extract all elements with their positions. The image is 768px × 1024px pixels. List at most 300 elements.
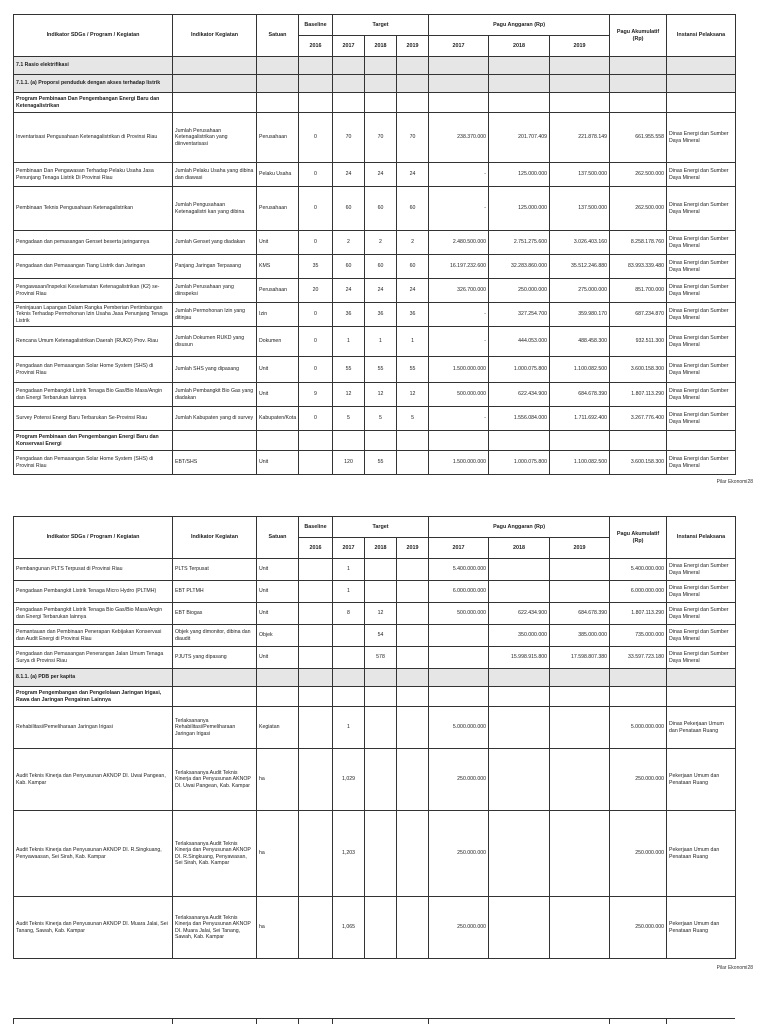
- cell-baseline-2016: 9: [299, 383, 333, 407]
- header-year-2018: 2018: [365, 36, 397, 57]
- cell-target-2018: 24: [365, 163, 397, 187]
- cell-pagu-akumulatif: [610, 669, 667, 687]
- cell-target-2018: [365, 581, 397, 603]
- cell-target-2018: 70: [365, 113, 397, 163]
- section-row: [14, 57, 736, 75]
- page-footer-1: [717, 479, 753, 485]
- cell-instansi: [667, 431, 736, 451]
- cell-pagu-2017: [429, 93, 489, 113]
- cell-pagu-2018: [489, 897, 550, 959]
- cell-kegiatan: Terlaksananya Audit Teknis Kinerja dan Penyusunan AKNOP DI. Muara Jalai, Sei Tanang, Sawah, Kab. Kampar: [173, 897, 257, 959]
- cell-pagu-2018: [489, 581, 550, 603]
- cell-kegiatan: Jumlah Pengusahaan Ketenagalistri kan yang dibina: [173, 187, 257, 231]
- cell-instansi: Dinas Energi dan Sumber Daya Mineral: [667, 581, 736, 603]
- cell-target-2018: [365, 93, 397, 113]
- table-row: [14, 187, 736, 231]
- cell-pagu-2019: [550, 93, 610, 113]
- page-number: 28: [747, 479, 753, 485]
- cell-target-2018: 578: [365, 647, 397, 669]
- cell-target-2019: [397, 687, 429, 707]
- cell-baseline-2016: [299, 559, 333, 581]
- cell-target-2019: [397, 707, 429, 749]
- cell-target-2017: 120: [333, 451, 365, 475]
- cell-instansi: Dinas Energi dan Sumber Daya Mineral: [667, 407, 736, 431]
- cell-pagu-2018: 2.751.275.600: [489, 231, 550, 255]
- cell-target-2018: 55: [365, 357, 397, 383]
- cell-indicator: Audit Teknis Kinerja dan Penyusunan AKNOP DI. Muara Jalai, Sei Tanang, Sawah, Kab. Kampar: [14, 897, 173, 959]
- cell-instansi: Dinas Energi dan Sumber Daya Mineral: [667, 647, 736, 669]
- cell-kegiatan: Objek yang dimonitor, dibina dan diaudit: [173, 625, 257, 647]
- cell-target-2017: 1: [333, 581, 365, 603]
- cell-kegiatan: PJUTS yang dipasang: [173, 647, 257, 669]
- cell-kegiatan: EBT Biogas: [173, 603, 257, 625]
- cell-pagu-2017: 326.700.000: [429, 279, 489, 303]
- cell-instansi: Dinas Energi dan Sumber Daya Mineral: [667, 113, 736, 163]
- cell-pagu-akumulatif: 1.807.113.290: [610, 603, 667, 625]
- cell-instansi: Dinas Energi dan Sumber Daya Mineral: [667, 383, 736, 407]
- header-year-2017: 2017: [333, 36, 365, 57]
- cell-instansi: Dinas Energi dan Sumber Daya Mineral: [667, 451, 736, 475]
- cell-target-2018: 12: [365, 383, 397, 407]
- cell-pagu-2017: 250.000.000: [429, 749, 489, 811]
- cell-pagu-2018: [489, 75, 550, 93]
- cell-pagu-2017: 500.000.000: [429, 383, 489, 407]
- cell-pagu-2018: 201.707.409: [489, 113, 550, 163]
- cell-indicator: Inventarisasi Pengusahaan Ketenagalistrikan di Provinsi Riau: [14, 113, 173, 163]
- table-row: [14, 603, 736, 625]
- cell-kegiatan: [173, 687, 257, 707]
- header-pagu-2018: 2018: [489, 538, 550, 559]
- cell-indicator: Pemantauan dan Pembinaan Penerapan Kebijakan Konservasi dan Audit Energi di Provinsi Riau: [14, 625, 173, 647]
- cell-baseline-2016: [299, 669, 333, 687]
- cell-indicator: Pengadaan Pembangkit Listrik Tenaga Micro Hydro (PLTMH): [14, 581, 173, 603]
- cell-pagu-2019: 684.678.390: [550, 383, 610, 407]
- cell-kegiatan: Jumlah Perusahaan yang diinspeksi: [173, 279, 257, 303]
- cell-target-2017: 1,203: [333, 811, 365, 897]
- cell-pagu-2017: 5.400.000.000: [429, 559, 489, 581]
- cell-satuan: Unit: [257, 383, 299, 407]
- table-row: [14, 163, 736, 187]
- cell-kegiatan: Jumlah Kabupaten yang di survey: [173, 407, 257, 431]
- cell-target-2019: [397, 647, 429, 669]
- cell-instansi: [667, 93, 736, 113]
- cell-pagu-2019: [550, 811, 610, 897]
- cell-baseline-2016: 0: [299, 231, 333, 255]
- cell-pagu-akumulatif: 33.597.723.180: [610, 647, 667, 669]
- cell-pagu-2017: [429, 57, 489, 75]
- cell-pagu-2018: 327.254.700: [489, 303, 550, 327]
- header-year-2018: 2018: [365, 538, 397, 559]
- cell-pagu-akumulatif: 735.000.000: [610, 625, 667, 647]
- cell-target-2018: [365, 811, 397, 897]
- header-baseline: Baseline: [299, 517, 333, 538]
- cell-target-2017: 1: [333, 327, 365, 357]
- cell-target-2019: [397, 93, 429, 113]
- cell-pagu-2018: [489, 431, 550, 451]
- cell-pagu-2018: [489, 93, 550, 113]
- cell-target-2019: 60: [397, 255, 429, 279]
- cell-instansi: Pekerjaan Umum dan Penataan Ruang: [667, 811, 736, 897]
- table-row: [14, 647, 736, 669]
- cell-instansi: [667, 75, 736, 93]
- header-pagu-2019: 2019: [550, 538, 610, 559]
- cell-target-2019: [397, 431, 429, 451]
- cell-baseline-2016: [299, 749, 333, 811]
- cell-indicator: Pengadaan dan Pemasangan Solar Home System (SHS) di Provinsi Riau: [14, 451, 173, 475]
- cell-indicator: 8.1.1. (a) PDB per kapita: [14, 669, 173, 687]
- cell-target-2019: [397, 75, 429, 93]
- cell-pagu-2018: [489, 669, 550, 687]
- cell-target-2019: [397, 603, 429, 625]
- cell-pagu-2019: 385.000.000: [550, 625, 610, 647]
- cell-pagu-2017: 1.500.000.000: [429, 451, 489, 475]
- cell-target-2017: 55: [333, 357, 365, 383]
- cell-pagu-2018: 125.000.000: [489, 187, 550, 231]
- cell-satuan: [257, 57, 299, 75]
- cell-pagu-2017: -: [429, 187, 489, 231]
- table-row: [14, 625, 736, 647]
- cell-pagu-2017: [429, 687, 489, 707]
- cell-pagu-2017: 2.480.500.000: [429, 231, 489, 255]
- program-row: [14, 687, 736, 707]
- cell-satuan: Perusahaan: [257, 279, 299, 303]
- cell-pagu-2018: [489, 811, 550, 897]
- cell-satuan: Unit: [257, 559, 299, 581]
- cell-pagu-akumulatif: 3.600.158.300: [610, 451, 667, 475]
- cell-pagu-akumulatif: [610, 57, 667, 75]
- table-row: [14, 279, 736, 303]
- cell-satuan: Perusahaan: [257, 187, 299, 231]
- header-indicator: Indikator SDGs / Program / Kegiatan: [14, 517, 173, 559]
- cell-kegiatan: Jumlah Perusahaan Ketenagalistrikan yang diinventarisasi: [173, 113, 257, 163]
- cell-indicator: Pembinaan Teknis Pengusahaan Ketenagalistrikan: [14, 187, 173, 231]
- cell-target-2018: 5: [365, 407, 397, 431]
- header-pagu: Pagu Anggaran (Rp): [429, 15, 610, 36]
- cell-pagu-2018: [489, 57, 550, 75]
- cell-baseline-2016: 0: [299, 163, 333, 187]
- cell-satuan: Pelaku Usaha: [257, 163, 299, 187]
- cell-indicator: Rencana Umum Ketenagalistrikan Daerah (RUKD) Prov. Riau: [14, 327, 173, 357]
- cell-pagu-2018: 1.556.084.000: [489, 407, 550, 431]
- cell-satuan: Kegiatan: [257, 707, 299, 749]
- cell-target-2017: 12: [333, 383, 365, 407]
- cell-kegiatan: Jumlah Permohonan Izin yang ditinjau: [173, 303, 257, 327]
- cell-kegiatan: EBT PLTMH: [173, 581, 257, 603]
- cell-pagu-akumulatif: 851.700.000: [610, 279, 667, 303]
- cell-pagu-2019: [550, 749, 610, 811]
- cell-baseline-2016: [299, 451, 333, 475]
- cell-indicator: 7.1 Rasio elektrifikasi: [14, 57, 173, 75]
- section-row: [14, 669, 736, 687]
- cell-target-2018: [365, 687, 397, 707]
- cell-pagu-2017: [429, 669, 489, 687]
- cell-pagu-2019: 275.000.000: [550, 279, 610, 303]
- cell-pagu-2017: [429, 431, 489, 451]
- table-row: [14, 113, 736, 163]
- cell-target-2018: 55: [365, 451, 397, 475]
- cell-pagu-2018: 15.998.915.800: [489, 647, 550, 669]
- cell-indicator: Audit Teknis Kinerja dan Penyusunan AKNOP DI. Uwai Pangean, Kab. Kampar: [14, 749, 173, 811]
- header-pagu-2017: 2017: [429, 538, 489, 559]
- cell-satuan: Unit: [257, 231, 299, 255]
- header-satuan: Satuan: [257, 15, 299, 57]
- cell-indicator: Pengawasan/Inspeksi Keselamatan Ketenagalistrikan (K2) se-Provinsi Riau: [14, 279, 173, 303]
- cell-pagu-2019: [550, 687, 610, 707]
- header-satuan: Satuan: [257, 517, 299, 559]
- cell-target-2018: [365, 431, 397, 451]
- cell-target-2017: [333, 75, 365, 93]
- cell-target-2017: 5: [333, 407, 365, 431]
- cell-baseline-2016: 0: [299, 187, 333, 231]
- table-row: [14, 303, 736, 327]
- cell-pagu-2017: -: [429, 407, 489, 431]
- cell-satuan: Kabupaten/Kota: [257, 407, 299, 431]
- header-indicator: Indikator SDGs / Program / Kegiatan: [14, 15, 173, 57]
- cell-baseline-2016: 0: [299, 357, 333, 383]
- cell-target-2017: [333, 669, 365, 687]
- cell-pagu-akumulatif: 3.267.776.400: [610, 407, 667, 431]
- cell-baseline-2016: [299, 707, 333, 749]
- table-row: [14, 749, 736, 811]
- header-target: Target: [333, 517, 429, 538]
- cell-target-2018: 60: [365, 255, 397, 279]
- cell-indicator: Program Pengembangan dan Pengelolaan Jaringan Irigasi, Rawa dan Jaringan Pengairan Lainnya: [14, 687, 173, 707]
- cell-baseline-2016: [299, 57, 333, 75]
- cell-target-2017: 1: [333, 707, 365, 749]
- cell-pagu-2019: 1.100.082.500: [550, 357, 610, 383]
- cell-kegiatan: [173, 93, 257, 113]
- header-instansi: Instansi Pelaksana: [667, 517, 736, 559]
- cell-pagu-2019: [550, 559, 610, 581]
- cell-pagu-2018: 444.053.000: [489, 327, 550, 357]
- cell-target-2019: [397, 581, 429, 603]
- cell-target-2018: [365, 559, 397, 581]
- cell-satuan: [257, 669, 299, 687]
- cell-pagu-akumulatif: 6.000.000.000: [610, 581, 667, 603]
- cell-target-2018: 54: [365, 625, 397, 647]
- cell-instansi: [667, 669, 736, 687]
- cell-indicator: Pengadaan dan Pemasangan Tiang Listrik dan Jaringan: [14, 255, 173, 279]
- cell-satuan: [257, 75, 299, 93]
- cell-pagu-2017: [429, 625, 489, 647]
- cell-indicator: Pembangunan PLTS Terpusat di Provinsi Riau: [14, 559, 173, 581]
- cell-pagu-2018: 622.434.900: [489, 603, 550, 625]
- cell-target-2019: 55: [397, 357, 429, 383]
- cell-pagu-2017: [429, 647, 489, 669]
- cell-instansi: Dinas Pekerjaan Umum dan Penataan Ruang: [667, 707, 736, 749]
- cell-pagu-2017: 250.000.000: [429, 897, 489, 959]
- header-baseline: Baseline: [299, 15, 333, 36]
- cell-baseline-2016: 20: [299, 279, 333, 303]
- cell-pagu-2019: 1.100.082.500: [550, 451, 610, 475]
- cell-target-2019: 5: [397, 407, 429, 431]
- cell-baseline-2016: [299, 431, 333, 451]
- cell-indicator: Peninjauan Lapangan Dalam Rangka Pemberian Pertimbangan Teknis Terhadap Permohonan Izin Usaha Jasa Penunjang Tenaga Listrik: [14, 303, 173, 327]
- cell-indicator: Program Pembinaan Dan Pengembangan Energi Baru dan Ketenagalistrikan: [14, 93, 173, 113]
- cell-instansi: Dinas Energi dan Sumber Daya Mineral: [667, 187, 736, 231]
- header-pagu-2019: 2019: [550, 36, 610, 57]
- cell-instansi: Dinas Energi dan Sumber Daya Mineral: [667, 163, 736, 187]
- header-year-2016: 2016: [299, 538, 333, 559]
- cell-pagu-2019: [550, 669, 610, 687]
- cell-pagu-2019: 488.458.300: [550, 327, 610, 357]
- cell-pagu-2019: 137.500.000: [550, 163, 610, 187]
- page-2: [13, 516, 753, 971]
- cell-pagu-akumulatif: 262.500.000: [610, 187, 667, 231]
- cell-target-2017: [333, 625, 365, 647]
- cell-pagu-2017: 5.000.000.000: [429, 707, 489, 749]
- cell-pagu-2017: -: [429, 163, 489, 187]
- cell-pagu-2019: [550, 75, 610, 93]
- cell-pagu-2017: 1.500.000.000: [429, 357, 489, 383]
- cell-kegiatan: Jumlah SHS yang dipasang: [173, 357, 257, 383]
- cell-target-2018: [365, 57, 397, 75]
- cell-pagu-akumulatif: [610, 431, 667, 451]
- cell-pagu-2019: [550, 57, 610, 75]
- table-row: [14, 255, 736, 279]
- cell-target-2019: [397, 451, 429, 475]
- cell-pagu-2017: 250.000.000: [429, 811, 489, 897]
- cell-instansi: Dinas Energi dan Sumber Daya Mineral: [667, 559, 736, 581]
- header-year-2019: 2019: [397, 538, 429, 559]
- table-row: [14, 811, 736, 897]
- section-row: [14, 75, 736, 93]
- cell-kegiatan: Jumlah Pembangkit Bio Gas yang diadakan: [173, 383, 257, 407]
- cell-target-2017: 60: [333, 187, 365, 231]
- cell-target-2017: [333, 687, 365, 707]
- cell-target-2018: 24: [365, 279, 397, 303]
- cell-satuan: [257, 431, 299, 451]
- cell-pagu-2018: [489, 559, 550, 581]
- sdgs-table-page-1: [13, 14, 736, 475]
- cell-pagu-2018: 350.000.000: [489, 625, 550, 647]
- program-row: [14, 431, 736, 451]
- cell-target-2019: [397, 559, 429, 581]
- cell-pagu-akumulatif: 932.511.300: [610, 327, 667, 357]
- cell-target-2019: 24: [397, 279, 429, 303]
- cell-pagu-2018: 250.000.000: [489, 279, 550, 303]
- cell-pagu-akumulatif: 250.000.000: [610, 897, 667, 959]
- cell-satuan: ha: [257, 749, 299, 811]
- cell-instansi: [667, 687, 736, 707]
- cell-target-2019: [397, 811, 429, 897]
- cell-target-2017: [333, 93, 365, 113]
- header-kegiatan: Indikator Kegiatan: [173, 517, 257, 559]
- cell-target-2017: 36: [333, 303, 365, 327]
- cell-baseline-2016: [299, 897, 333, 959]
- cell-indicator: Survey Potensi Energi Baru Terbarukan Se-Provinsi Riau: [14, 407, 173, 431]
- footer-label: Pilar Ekonomi: [716, 965, 748, 971]
- cell-pagu-2019: 17.598.807.380: [550, 647, 610, 669]
- cell-satuan: Unit: [257, 647, 299, 669]
- cell-pagu-2019: 684.678.390: [550, 603, 610, 625]
- cell-pagu-akumulatif: 262.500.000: [610, 163, 667, 187]
- cell-kegiatan: Terlaksananya Rehabilitasi/Pemeliharaan Jaringan Irigasi: [173, 707, 257, 749]
- cell-pagu-2017: [429, 75, 489, 93]
- table-body-page-1: [14, 57, 736, 475]
- cell-target-2017: 1: [333, 559, 365, 581]
- program-row: [14, 93, 736, 113]
- cell-pagu-2019: 137.500.000: [550, 187, 610, 231]
- cell-instansi: Dinas Energi dan Sumber Daya Mineral: [667, 231, 736, 255]
- cell-target-2017: 60: [333, 255, 365, 279]
- cell-satuan: ha: [257, 897, 299, 959]
- cell-indicator: 7.1.1. (a) Proporsi penduduk dengan akses terhadap listrik: [14, 75, 173, 93]
- cell-target-2017: [333, 647, 365, 669]
- cell-target-2017: 24: [333, 279, 365, 303]
- header-kegiatan: Indikator Kegiatan: [173, 15, 257, 57]
- cell-pagu-2017: -: [429, 327, 489, 357]
- cell-kegiatan: Jumlah Pelaku Usaha yang dibina dan diawasi: [173, 163, 257, 187]
- cell-instansi: Dinas Energi dan Sumber Daya Mineral: [667, 327, 736, 357]
- cell-target-2019: [397, 897, 429, 959]
- header-year-2017: 2017: [333, 538, 365, 559]
- cell-pagu-akumulatif: 5.000.000.000: [610, 707, 667, 749]
- header-akumulatif: Pagu Akumulatif (Rp): [610, 517, 667, 559]
- cell-pagu-akumulatif: 5.400.000.000: [610, 559, 667, 581]
- cell-baseline-2016: 35: [299, 255, 333, 279]
- cell-satuan: [257, 687, 299, 707]
- cell-indicator: Pengadaan dan Pemasangan Solar Home System (SHS) di Provinsi Riau: [14, 357, 173, 383]
- cell-baseline-2016: [299, 811, 333, 897]
- cell-pagu-akumulatif: [610, 75, 667, 93]
- cell-target-2018: [365, 75, 397, 93]
- cell-target-2017: 1,065: [333, 897, 365, 959]
- header-year-2019: 2019: [397, 36, 429, 57]
- cell-pagu-2019: 1.711.692.400: [550, 407, 610, 431]
- cell-satuan: [257, 93, 299, 113]
- page-1: [13, 14, 753, 485]
- cell-satuan: ha: [257, 811, 299, 897]
- header-instansi: Instansi Pelaksana: [667, 15, 736, 57]
- cell-pagu-2019: [550, 707, 610, 749]
- cell-baseline-2016: [299, 603, 333, 625]
- cell-target-2019: 70: [397, 113, 429, 163]
- cell-kegiatan: Jumlah Genset yang diadakan: [173, 231, 257, 255]
- table-row: [14, 707, 736, 749]
- cell-target-2018: 1: [365, 327, 397, 357]
- cell-target-2017: 70: [333, 113, 365, 163]
- cell-target-2019: 1: [397, 327, 429, 357]
- cell-satuan: Objek: [257, 625, 299, 647]
- cell-kegiatan: [173, 57, 257, 75]
- cell-pagu-2018: 622.434.900: [489, 383, 550, 407]
- cell-kegiatan: Panjang Jaringan Terpasang: [173, 255, 257, 279]
- cell-target-2019: 12: [397, 383, 429, 407]
- cell-kegiatan: Jumlah Dokumen RUKD yang disusun: [173, 327, 257, 357]
- cell-pagu-akumulatif: 687.234.870: [610, 303, 667, 327]
- cell-target-2019: 24: [397, 163, 429, 187]
- cell-baseline-2016: [299, 647, 333, 669]
- cell-target-2017: 8: [333, 603, 365, 625]
- cell-baseline-2016: [299, 625, 333, 647]
- cell-instansi: Pekerjaan Umum dan Penataan Ruang: [667, 749, 736, 811]
- table-row: [14, 231, 736, 255]
- cell-satuan: Unit: [257, 581, 299, 603]
- cell-pagu-2019: 359.980.170: [550, 303, 610, 327]
- cell-pagu-akumulatif: 250.000.000: [610, 811, 667, 897]
- header-pagu-2017: 2017: [429, 36, 489, 57]
- table-body-page-2: [14, 559, 736, 959]
- cell-baseline-2016: 0: [299, 407, 333, 431]
- cell-baseline-2016: [299, 75, 333, 93]
- cell-pagu-2017: 16.197.232.600: [429, 255, 489, 279]
- cell-pagu-akumulatif: 83.993.339.480: [610, 255, 667, 279]
- cell-indicator: Pengadaan dan pemasangan Genset beserta jaringannya: [14, 231, 173, 255]
- page-3-partial: [13, 1018, 735, 1024]
- cell-pagu-2019: 3.026.403.160: [550, 231, 610, 255]
- cell-kegiatan: [173, 75, 257, 93]
